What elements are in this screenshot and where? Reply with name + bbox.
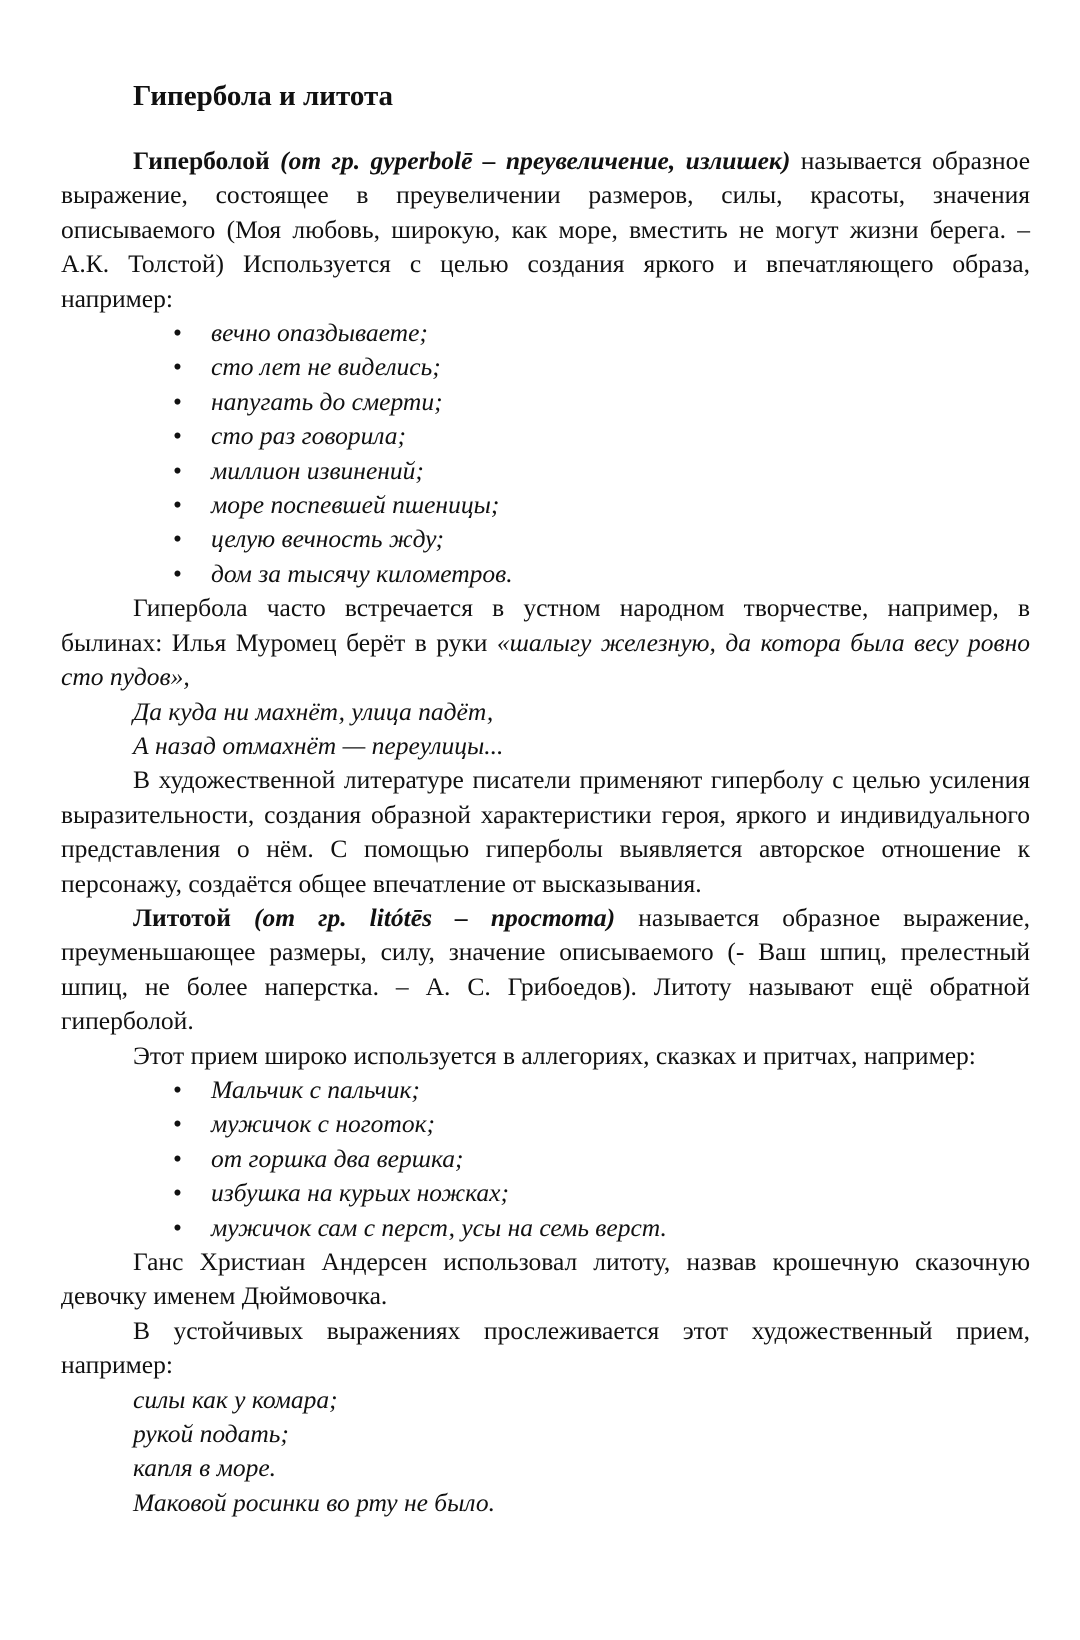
hyperbole-etymology: (от гр. gyperbolē – преувеличение, излишек): [280, 146, 791, 175]
list-item: • целую вечность жду;: [173, 522, 1030, 556]
list-item: • от горшка два вершка;: [173, 1142, 1030, 1176]
bullet-icon: •: [173, 1074, 182, 1104]
list-item: • мужичок с ноготок;: [173, 1107, 1030, 1141]
bullet-icon: •: [173, 455, 182, 485]
spacer: [61, 116, 1030, 144]
idioms-intro-paragraph: В устойчивых выражениях прослеживается этот художественный прием, например:: [61, 1315, 1030, 1380]
hyperbole-definition-text: называется образное выражение, состоящее в преувеличении размеров, силы, красоты, значения описываемого (Моя любовь, широкую, как море, вместить не могут жизни берега. – А.К. Толстой) Используется с целью создания яркого и впечатляющего образа, например:: [61, 146, 1031, 313]
litotes-examples-list: [61, 1073, 1030, 1245]
verse-line: Да куда ни махнёт, улица падёт,: [133, 696, 494, 726]
page-title: Гипербола и литота: [133, 80, 394, 112]
list-item: • миллион извинений;: [173, 454, 1030, 488]
hyperbole-examples-list: [61, 316, 1030, 591]
bullet-icon: •: [173, 386, 182, 416]
list-item: • дом за тысячу километров.: [173, 557, 1030, 591]
andersen-paragraph: Ганс Христиан Андерсен использовал литоту, назвав крошечную сказочную девочку именем Дюймовочка.: [61, 1247, 1030, 1311]
idiom-line: капля в море.: [133, 1453, 277, 1483]
bullet-icon: •: [173, 352, 182, 382]
verse-line: А назад отмахнёт — переулицы...: [133, 730, 504, 760]
list-item: • вечно опаздываете;: [173, 316, 1030, 350]
litotes-etymology: (от гр. litótēs – простота): [253, 902, 616, 932]
hyperbole-term: Гиперболой: [133, 146, 270, 175]
litotes-definition: [61, 901, 1030, 1039]
bullet-icon: •: [173, 490, 182, 520]
bullet-icon: •: [173, 524, 182, 554]
list-item: • Мальчик с пальчик;: [173, 1073, 1030, 1107]
list-item: • сто лет не виделись;: [173, 350, 1030, 384]
list-item: • море поспевшей пшеницы;: [173, 488, 1030, 522]
bullet-icon: •: [173, 558, 182, 588]
litotes-definition-text: называется образное выражение, преуменьшающее размеры, силу, значение описываемого (- Ваш шпиц, прелестный шпиц, не более наперстка. – А. С. Грибоедов). Литоту называют ещё обратной гиперболой.: [61, 902, 1030, 1036]
idiom-line: Маковой росинки во рту не было.: [133, 1487, 495, 1517]
list-item: • мужичок сам с перст, усы на семь верст.: [173, 1211, 1030, 1245]
folk-quote: «шалыгу железную, да котора была весу ровно сто пудов»,: [61, 627, 1030, 692]
litotes-usage-paragraph: Этот прием широко используется в аллегориях, сказках и притчах, например:: [133, 1040, 976, 1070]
bullet-icon: •: [173, 1212, 182, 1242]
bullet-icon: •: [173, 318, 182, 348]
list-item: • избушка на курьих ножках;: [173, 1176, 1030, 1210]
list-item: • сто раз говорила;: [173, 419, 1030, 453]
bullet-icon: •: [173, 1143, 182, 1173]
litotes-term: Литотой: [133, 902, 231, 932]
hyperbole-definition: [61, 144, 1030, 316]
idiom-line: рукой подать;: [133, 1419, 289, 1449]
list-item: • напугать до смерти;: [173, 385, 1030, 419]
bullet-icon: •: [173, 1109, 182, 1139]
folk-paragraph: [61, 591, 1030, 694]
folk-intro: Гипербола часто встречается в устном народном творчестве, например, в былинах: Илья Муромец берёт в руки: [61, 593, 1030, 657]
literature-paragraph: В художественной литературе писатели применяют гиперболу с целью усиления выразительности, создания образной характеристики героя, яркого и индивидуального представления о нём. С помощью гиперболы выявляется авторское отношение к персонажу, создаётся общее впечатление от высказывания.: [61, 765, 1030, 898]
idiom-line: силы как у комара;: [133, 1384, 338, 1414]
bullet-icon: •: [173, 1178, 182, 1208]
bullet-icon: •: [173, 421, 182, 451]
